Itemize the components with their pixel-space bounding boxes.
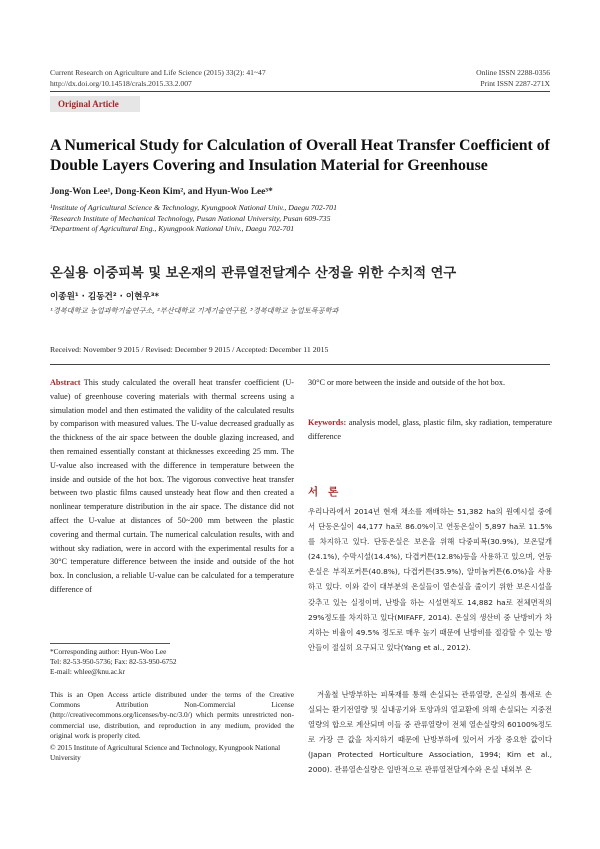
- paper-title: [50, 136, 560, 176]
- footnote: [50, 647, 294, 678]
- affiliation-2: ²Research Institute of Mechanical Technology, Pusan National University, Pusan 609-735: [50, 213, 331, 223]
- affiliation-1: ¹Institute of Agricultural Science & Technology, Kyungpook National Univ., Daegu 702-701: [50, 203, 337, 212]
- article-type-badge: Original Article: [50, 96, 140, 112]
- abstract: [50, 376, 294, 597]
- copyright-note: © 2015 Institute of Agricultural Science and Technology, Kyungpook National University: [50, 743, 281, 763]
- korean-affiliations: ¹경북대학교 농업과학기술연구소, ²부산대학교 기계기술연구원, ³경북대학교 농업토목공학과: [50, 306, 339, 315]
- print-issn: Print ISSN 2287-271X: [480, 79, 550, 88]
- title-line-2: Double Layers Covering and Insulation Material for Greenhouse: [50, 157, 488, 174]
- abstract-continued: 30°C or more between the inside and outside of the hot box.: [308, 378, 506, 387]
- affiliation-3: ³Department of Agricultural Eng., Kyungpook National Univ., Daegu 702-701: [50, 224, 295, 234]
- contact-email[interactable]: E-mail: whlee@knu.ac.kr: [50, 667, 125, 677]
- contact-phone: Tel: 82-53-950-5736; Fax: 82-53-950-6752: [50, 657, 177, 667]
- license-note: This is an Open Access article distributed under the terms of the Creative Commons Attribution Non-Commercial License (http://creativecommons.org/licenses/by-nc/3.0/) which permits unrestricted non-commercial use, distribution, and reproduction in any medium, provided the original work is properly cited.: [50, 690, 294, 740]
- section-heading-introduction: 서론: [308, 486, 349, 498]
- journal-citation: Current Research on Agriculture and Life Science (2015) 33(2): 41~47: [50, 68, 266, 77]
- footnote-rule: [50, 643, 170, 644]
- header-rule: [50, 91, 550, 92]
- abstract-label: Abstract: [50, 378, 81, 387]
- dates-rule: [50, 364, 550, 365]
- affiliations: [50, 203, 550, 235]
- online-issn: Online ISSN 2288-0356: [476, 68, 550, 77]
- korean-title: 온실용 이중피복 및 보온재의 관류열전달계수 산정을 위한 수치적 연구: [50, 266, 457, 281]
- keywords: [308, 416, 552, 444]
- corresponding-author: *Corresponding author: Hyun-Woo Lee: [50, 647, 167, 656]
- korean-authors: 이종원¹ · 김동건² · 이현우³*: [50, 292, 159, 302]
- history-dates: Received: November 9 2015 / Revised: December 9 2015 / Accepted: December 11 2015: [50, 345, 329, 354]
- intro-paragraph-1: 우리나라에서 2014년 현재 채소를 재배하는 51,382 ha의 원예시설 중에서 단동온실이 44,177 ha로 86.0%이고 연동온실이 5,897 ha로 11.5%를 차지하고 있다. 단동온실은 보온을 위해 다중피복(30.9%), 보온덮개(24.1%), 수막시설(14.4%), 다겹커튼(12.8%)등을 사용하고 있으며, 연동온실은 부직포커튼(40.8%), 다겹커튼(35.9%), 알미늄커튼(6.0%)을 사용하고 있다. 이와 같이 대부분의 온실들이 열손실을 줄이기 위한 보온시설을 갖추고 있는 실정이며, 난방을 하는 시설면적도 14,882 ha로 전체면적의 29%정도를 차지하고 있다(MIFAFF, 2014). 온실의 생산비 중 난방비가 차지하는 비율이 49.5% 정도로 매우 높기 때문에 난방비를 절감할 수 있는 방안들이 절실히 요구되고 있다(Yang et al., 2012).: [308, 507, 552, 652]
- doi-link[interactable]: http://dx.doi.org/10.14518/crals.2015.33.2.007: [50, 79, 192, 88]
- intro-paragraph-2: 겨울철 난방부하는 피복재를 통해 손실되는 관류열량, 온실의 틈새로 손실되는 환기전열량 및 실내공기와 토양과의 열교환에 의해 손실되는 지중전열량의 합으로 계산되며 이들 중 관류열량이 전체 열손실량의 60100%정도로 가장 큰 값을 차지하기 때문에 난방부하에 있어서 가장 중요한 값이다(Japan Protected Horticulture Association, 1994; Kim et al., 2000). 관류열손실량은 일반적으로 관류열전달계수와 온실 내외부 온: [308, 690, 552, 775]
- keywords-text: analysis model, glass, plastic film, sky radiation, temperature difference: [308, 418, 552, 441]
- author-list: Jong-Won Lee¹, Dong-Keon Kim², and Hyun-Woo Lee³*: [50, 187, 273, 197]
- keywords-label: Keywords:: [308, 418, 347, 427]
- abstract-text: This study calculated the overall heat transfer coefficient (U-value) of greenhouse covering materials with thermal screens using a simulation model and then estimated the validity of the calculated results by comparison with measured values. The U-value decreased gradually as the thickness of the air space between the double glazing increased, and then remained essentially constant at thicknesses exceeding 25 mm. The U-value also increased with the difference in temperature between the inside and outside of the hot box. The vigorous convective heat transfer between two plastic films caused unsteady heat flow and then created a nonlinear temperature distribution in the air space. The distance did not affect the U-value at distances of 50~200 mm between the plastic covering and thermal curtain. The numerical calculation results, with and without sky radiation, were in accord with the experimental results for a 30°C temperature difference between the inside and outside of the hot box. In conclusion, a reliable U-value can be calculated for a temperature difference of: [50, 378, 294, 594]
- title-line-1: A Numerical Study for Calculation of Overall Heat Transfer Coefficient of: [50, 137, 550, 154]
